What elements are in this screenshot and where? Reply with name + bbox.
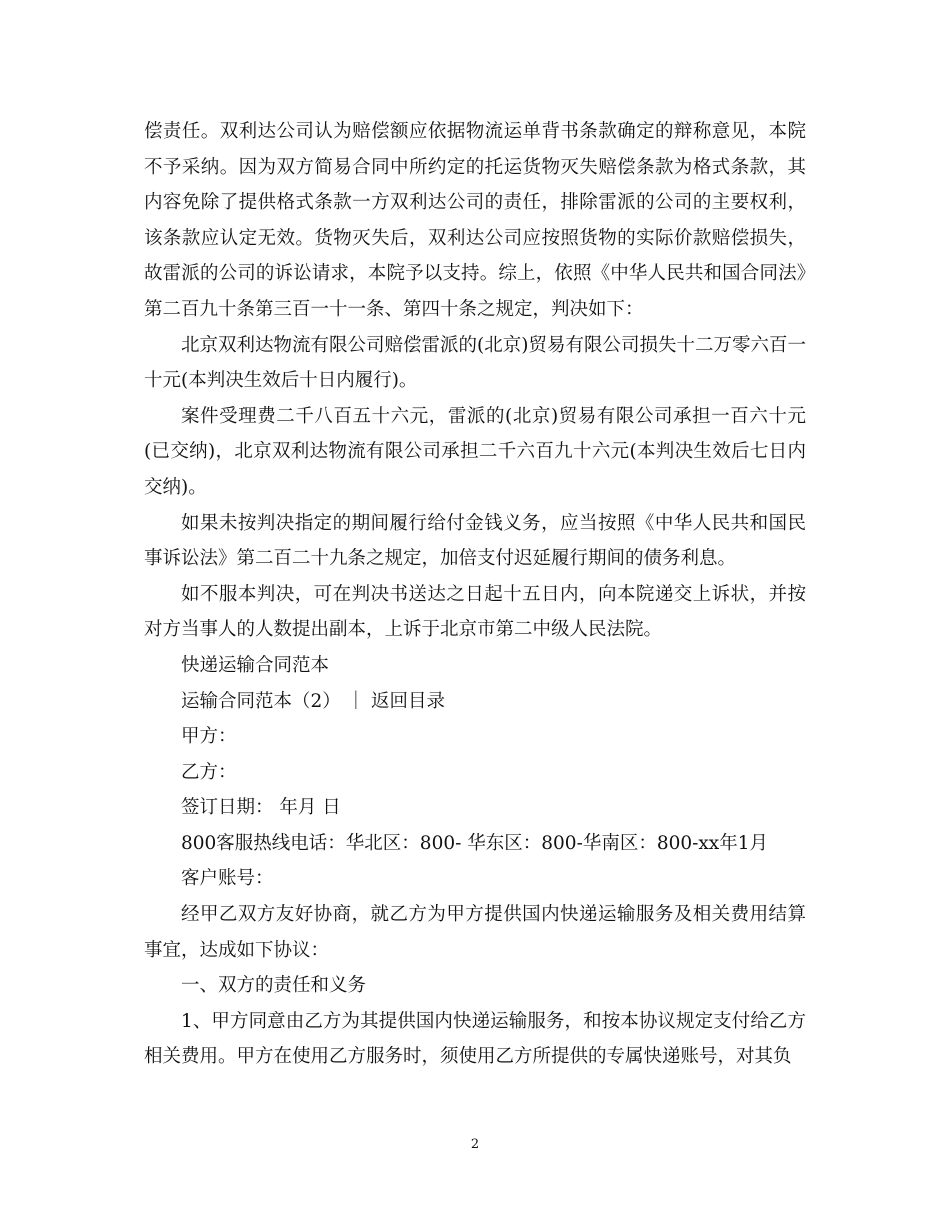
- contract-heading-with-toc-link: 运输合同范本（2） ｜ 返回目录: [181, 690, 446, 712]
- hotline-line: 800客服热线电话：华北区：800- 华东区：800-华南区：800-xx年1月: [181, 832, 769, 854]
- section-title-express-contract: 快递运输合同范本: [181, 654, 330, 676]
- paragraph-clause-1: 1、甲方同意由乙方为其提供国内快递运输服务，和按本协议规定支付给乙方相关费用。甲方在使用乙方服务时，须使用乙方所提供的专属快递账号，对其负: [144, 1010, 806, 1068]
- paragraph-compensation-ruling: 北京双利达物流有限公司赔偿雷派的(北京)贸易有限公司损失十二万零六百一十元(本判决生效后十日内履行)。: [144, 334, 806, 392]
- paragraph-agreement-intro: 经甲乙双方友好协商，就乙方为甲方提供国内快递运输服务及相关费用结算事宜，达成如下协议：: [144, 904, 806, 961]
- document-body: [144, 114, 806, 1075]
- paragraph-judgment-reasoning: 偿责任。双利达公司认为赔偿额应依据物流运单背书条款确定的辩称意见，本院不予采纳。因为双方简易合同中所约定的托运货物灭失赔偿条款为格式条款，其内容免除了提供格式条款一方双利达公司的责任，排除雷派的公司的主要权利，该条款应认定无效。货物灭失后，双利达公司应按照货物的实际价款赔偿损失，故雷派的公司的诉讼请求，本院予以支持。综上，依照《中华人民共和国合同法》第二百九十条第三百一十一条、第四十条之规定，判决如下：: [144, 121, 806, 320]
- paragraph-case-fee: 案件受理费二千八百五十六元，雷派的(北京)贸易有限公司承担一百六十元(已交纳)，北京双利达物流有限公司承担二千六百九十六元(本判决生效后七日内交纳)。: [144, 405, 806, 498]
- signing-date-line: 签订日期： 年月 日: [181, 797, 341, 819]
- customer-account-line: 客户账号：: [181, 868, 274, 890]
- party-a-line: 甲方：: [181, 726, 237, 748]
- paragraph-late-payment-interest: 如果未按判决指定的期间履行给付金钱义务，应当按照《中华人民共和国民事诉讼法》第二百二十九条之规定，加倍支付迟延履行期间的债务利息。: [144, 512, 806, 570]
- section-heading-responsibilities: 一、双方的责任和义务: [181, 975, 367, 997]
- party-b-line: 乙方：: [181, 761, 237, 783]
- page-number: 2: [470, 1137, 480, 1152]
- paragraph-appeal-notice: 如不服本判决，可在判决书送达之日起十五日内，向本院递交上诉状，并按对方当事人的人数提出副本，上诉于北京市第二中级人民法院。: [144, 583, 806, 641]
